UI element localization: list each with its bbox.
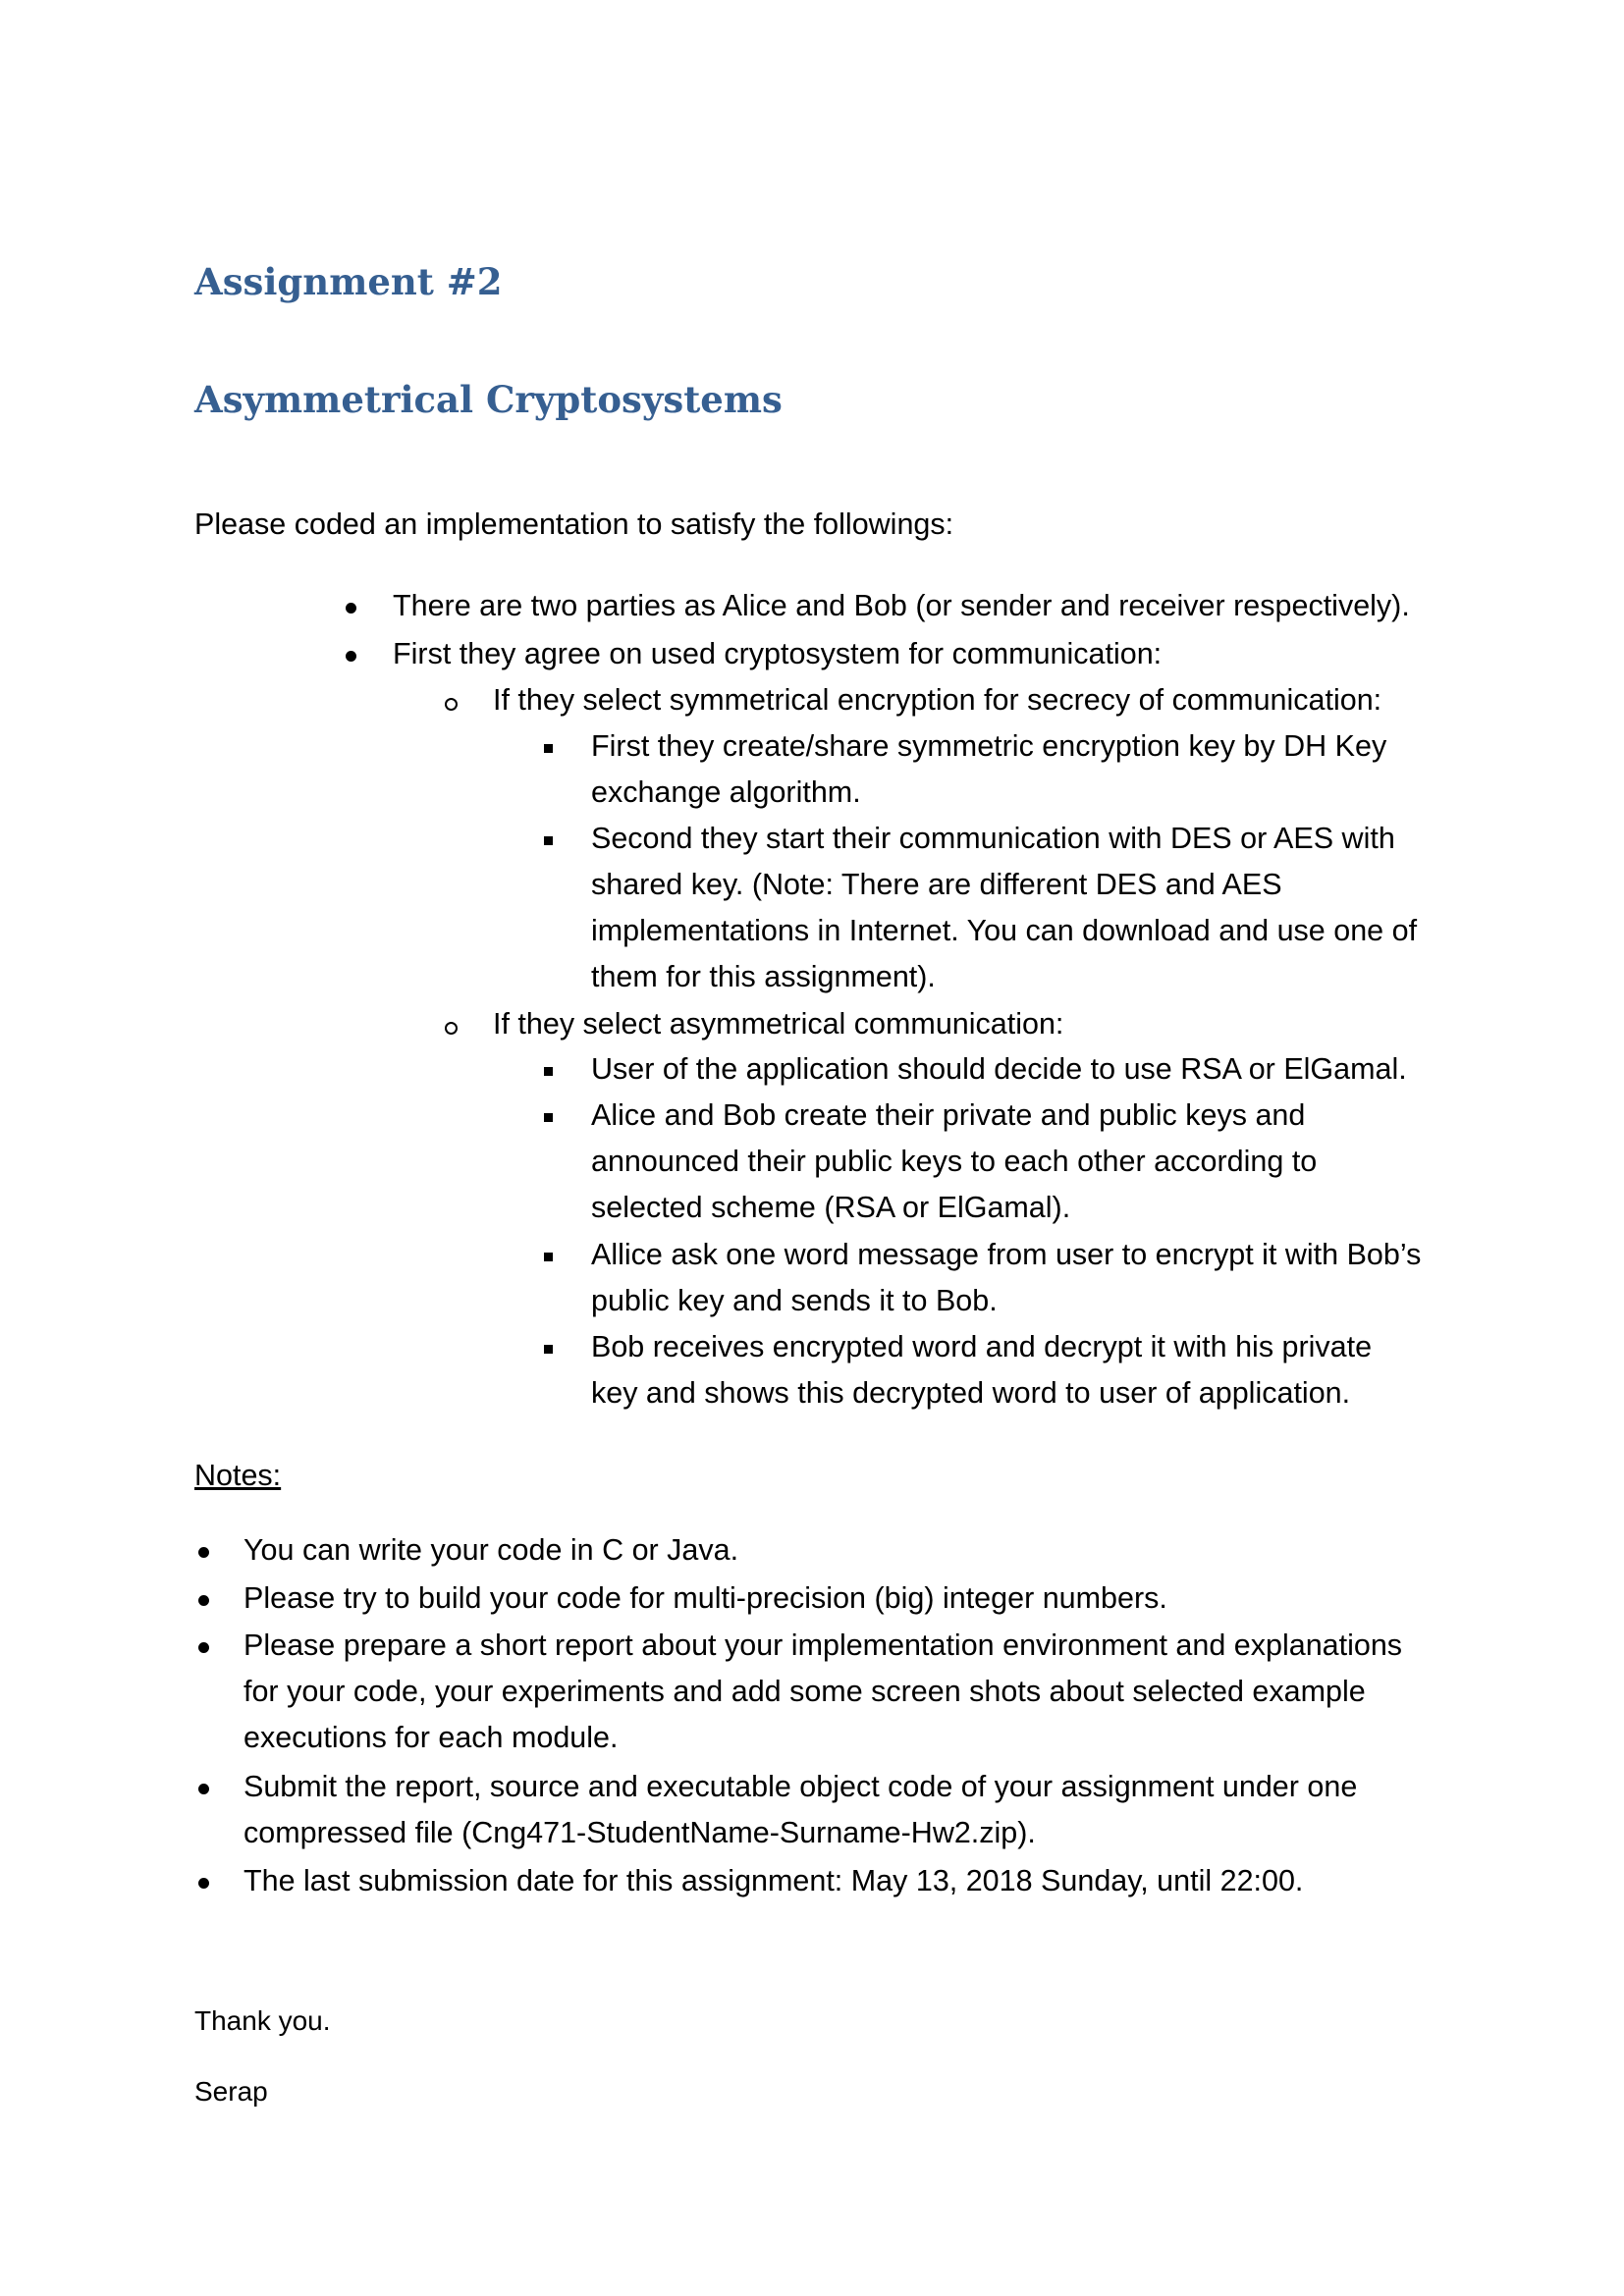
bullet-circle-icon bbox=[445, 698, 458, 711]
note-report-line-2: for your code, your experiments and add some screen shots about selected example bbox=[244, 1675, 1366, 1708]
asymmetric-item-3-line-1: Allice ask one word message from user to encrypt it with Bob’s bbox=[591, 1238, 1422, 1271]
asymmetric-item-2-line-2: announced their public keys to each other according to bbox=[591, 1145, 1318, 1178]
bullet-disc-icon bbox=[346, 603, 356, 614]
asymmetric-heading: If they select asymmetrical communication: bbox=[493, 1007, 1064, 1041]
bullet-disc-icon bbox=[198, 1595, 209, 1606]
symmetric-item-2-line-1: Second they start their communication with DES or AES with bbox=[591, 822, 1395, 855]
bullet-disc-icon bbox=[198, 1642, 209, 1653]
bullet-square-icon bbox=[544, 1067, 553, 1076]
note-report-line-3: executions for each module. bbox=[244, 1721, 619, 1754]
asymmetric-item-4-line-1: Bob receives encrypted word and decrypt it with his private bbox=[591, 1330, 1373, 1363]
bullet-circle-icon bbox=[445, 1022, 458, 1035]
bullet-square-icon bbox=[544, 1253, 553, 1261]
symmetric-heading: If they select symmetrical encryption for secrecy of communication: bbox=[493, 683, 1382, 717]
symmetric-item-2-line-4: them for this assignment). bbox=[591, 960, 936, 993]
symmetric-item-1-line-1: First they create/share symmetric encryption key by DH Key bbox=[591, 729, 1387, 763]
note-submit-line-2: compressed file (Cng471-StudentName-Surname-Hw2.zip). bbox=[244, 1816, 1036, 1849]
signature: Serap bbox=[194, 2076, 268, 2107]
asymmetric-item-3-line-2: public key and sends it to Bob. bbox=[591, 1284, 998, 1317]
bullet-square-icon bbox=[544, 1113, 553, 1122]
bullet-square-icon bbox=[544, 744, 553, 753]
bullet-disc-icon bbox=[198, 1878, 209, 1889]
intro-text: Please coded an implementation to satisfy the followings: bbox=[194, 507, 954, 541]
asymmetric-item-4-line-2: key and shows this decrypted word to user of application. bbox=[591, 1376, 1351, 1410]
bullet-square-icon bbox=[544, 836, 553, 845]
symmetric-item-1-line-2: exchange algorithm. bbox=[591, 775, 861, 809]
note-report-line-1: Please prepare a short report about your implementation environment and explanations bbox=[244, 1629, 1403, 1662]
notes-title: Notes: bbox=[194, 1459, 282, 1492]
requirement-parties: There are two parties as Alice and Bob (or sender and receiver respectively). bbox=[393, 589, 1410, 622]
asymmetric-item-2-line-3: selected scheme (RSA or ElGamal). bbox=[591, 1191, 1071, 1224]
bullet-disc-icon bbox=[198, 1547, 209, 1558]
note-submit-line-1: Submit the report, source and executable object code of your assignment under one bbox=[244, 1770, 1358, 1803]
document-title: Assignment #2 bbox=[194, 260, 503, 303]
document-subtitle: Asymmetrical Cryptosystems bbox=[194, 378, 783, 421]
symmetric-item-2-line-2: shared key. (Note: There are different DES and AES bbox=[591, 868, 1282, 901]
asymmetric-item-1: User of the application should decide to use RSA or ElGamal. bbox=[591, 1052, 1407, 1086]
bullet-square-icon bbox=[544, 1345, 553, 1354]
note-language: You can write your code in C or Java. bbox=[244, 1533, 739, 1567]
asymmetric-item-2-line-1: Alice and Bob create their private and public keys and bbox=[591, 1098, 1306, 1132]
bullet-disc-icon bbox=[198, 1784, 209, 1794]
symmetric-item-2-line-3: implementations in Internet. You can download and use one of bbox=[591, 914, 1418, 947]
closing-text: Thank you. bbox=[194, 2005, 331, 2036]
note-deadline: The last submission date for this assignment: May 13, 2018 Sunday, until 22:00. bbox=[244, 1864, 1304, 1897]
note-bigint: Please try to build your code for multi-precision (big) integer numbers. bbox=[244, 1581, 1167, 1615]
bullet-disc-icon bbox=[346, 651, 356, 662]
requirement-agree: First they agree on used cryptosystem for communication: bbox=[393, 637, 1163, 670]
